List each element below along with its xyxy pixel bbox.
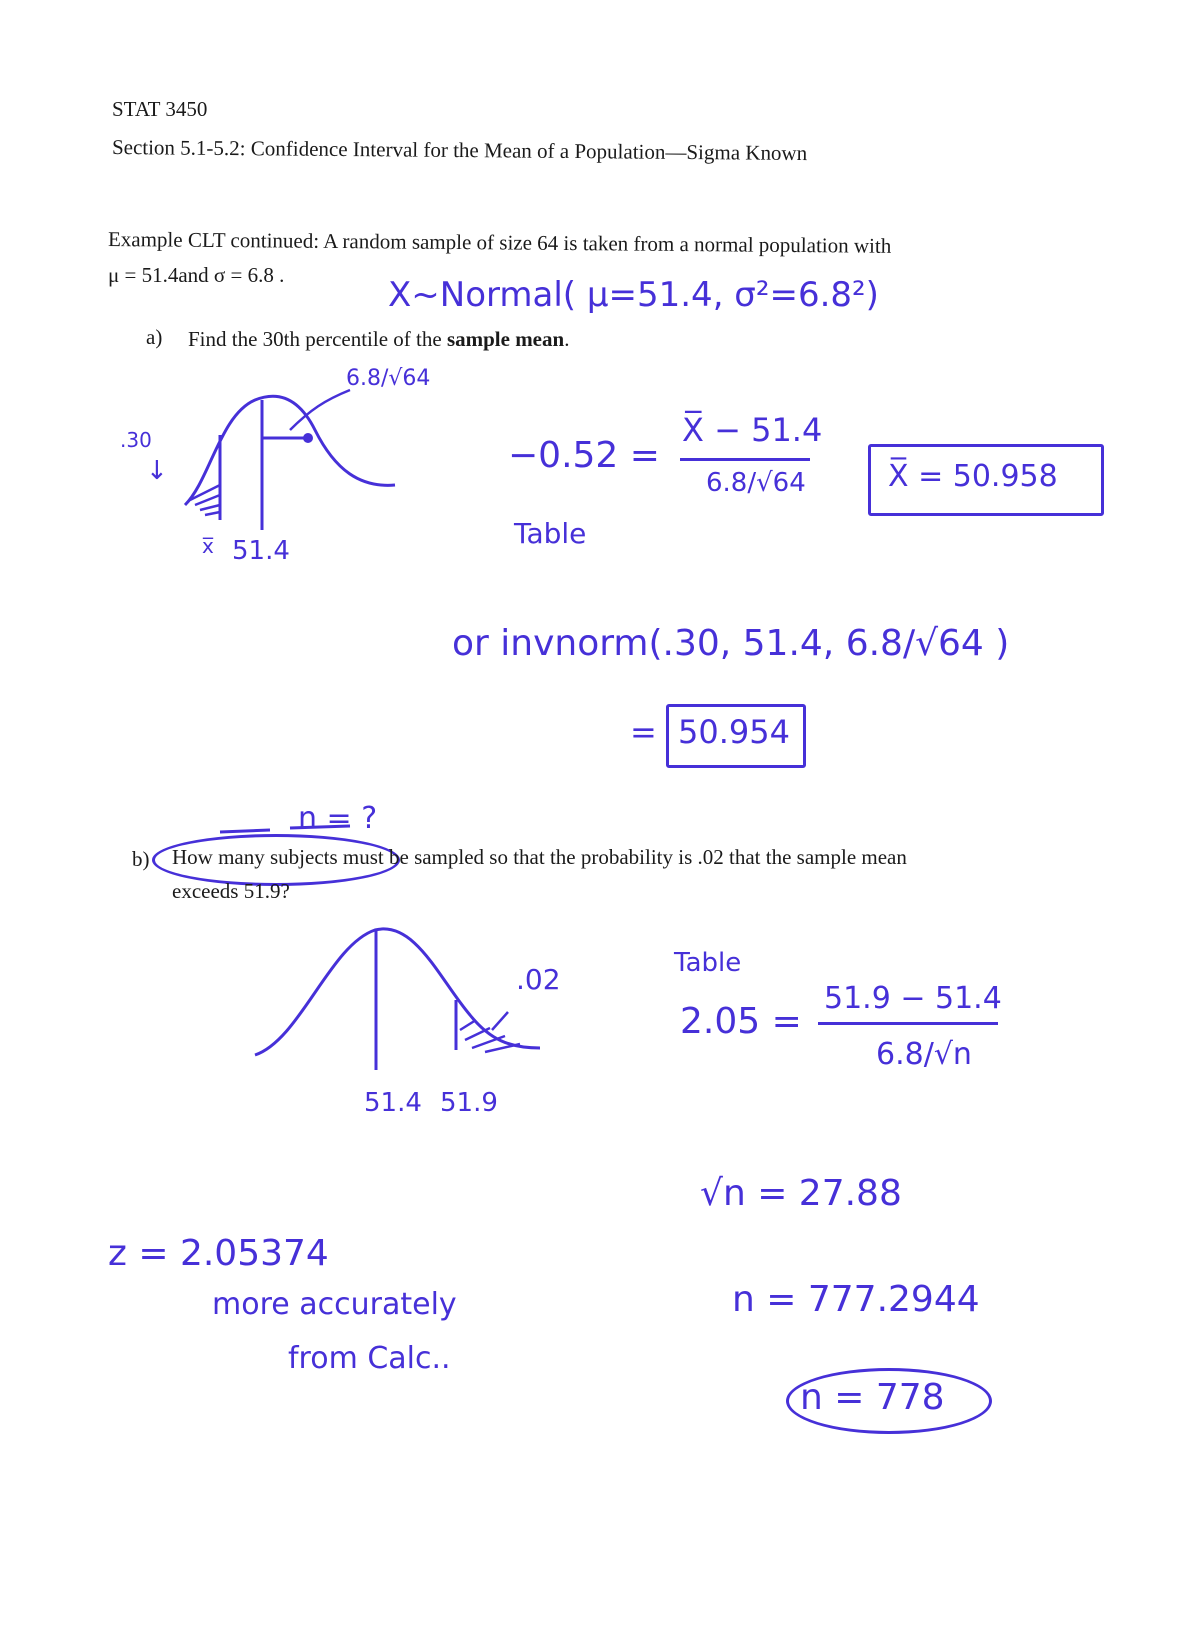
part-b-question-line-1: How many subjects must be sampled so that the probability is .02 that the sample mean [172, 845, 907, 869]
fraction-line-a [680, 458, 810, 461]
n-answer: n = 778 [800, 1377, 945, 1418]
tail-label-a: .30 [120, 428, 152, 452]
down-arrow-icon: ↓ [146, 456, 168, 486]
table-note-b: Table [674, 948, 742, 978]
calc-note-2: from Calc.. [288, 1341, 451, 1376]
example-line-1: Example CLT continued: A random sample of size 64 is taken from a normal population with [107, 227, 892, 258]
distribution-note: X~Normal( μ=51.4, σ²=6.8²) [388, 275, 879, 315]
example-line-2: μ = 51.4and σ = 6.8 . [108, 263, 285, 287]
answer-a: X̅ = 50.958 [888, 459, 1058, 494]
sd-label-a: 6.8/√64 [346, 366, 431, 391]
mean-label-a: 51.4 [232, 536, 290, 566]
denominator-b: 6.8/√n [876, 1037, 972, 1072]
mean-label-b: 51.4 [364, 1088, 422, 1118]
n-note: n = ? [298, 801, 378, 836]
numerator-b: 51.9 − 51.4 [824, 981, 1002, 1016]
xbar-label-a: x̅ [202, 534, 214, 558]
tail-label-b: .02 [516, 963, 561, 996]
z-value-a: −0.52 = [508, 435, 660, 476]
numerator-a: X̅ − 51.4 [682, 411, 823, 449]
course-title: STAT 3450 [112, 97, 208, 121]
fraction-line-b [818, 1022, 998, 1025]
part-b-question-line-2: exceeds 51.9? [172, 879, 290, 903]
alt-equals: = [630, 713, 657, 751]
cut-label-b: 51.9 [440, 1088, 498, 1118]
part-b-label: b) [132, 847, 150, 871]
section-title: Section 5.1-5.2: Confidence Interval for the Mean of a Population—Sigma Known [111, 135, 808, 166]
alt-method: or invnorm(.30, 51.4, 6.8/√64 ) [452, 623, 1010, 664]
part-a-question: Find the 30th percentile of the sample mean. [188, 327, 570, 351]
normal-curve-sketch-b [250, 920, 550, 1080]
denominator-a: 6.8/√64 [706, 468, 806, 498]
calc-note-1: more accurately [212, 1287, 457, 1322]
table-note-a: Table [514, 517, 587, 550]
alt-answer: 50.954 [678, 713, 790, 751]
part-a-label: a) [146, 325, 163, 349]
z-value-b: 2.05 = [680, 1001, 802, 1042]
sqrt-n-result: √n = 27.88 [700, 1173, 902, 1214]
z-calc-value: z = 2.05374 [108, 1233, 329, 1274]
n-result: n = 777.2944 [732, 1279, 980, 1320]
